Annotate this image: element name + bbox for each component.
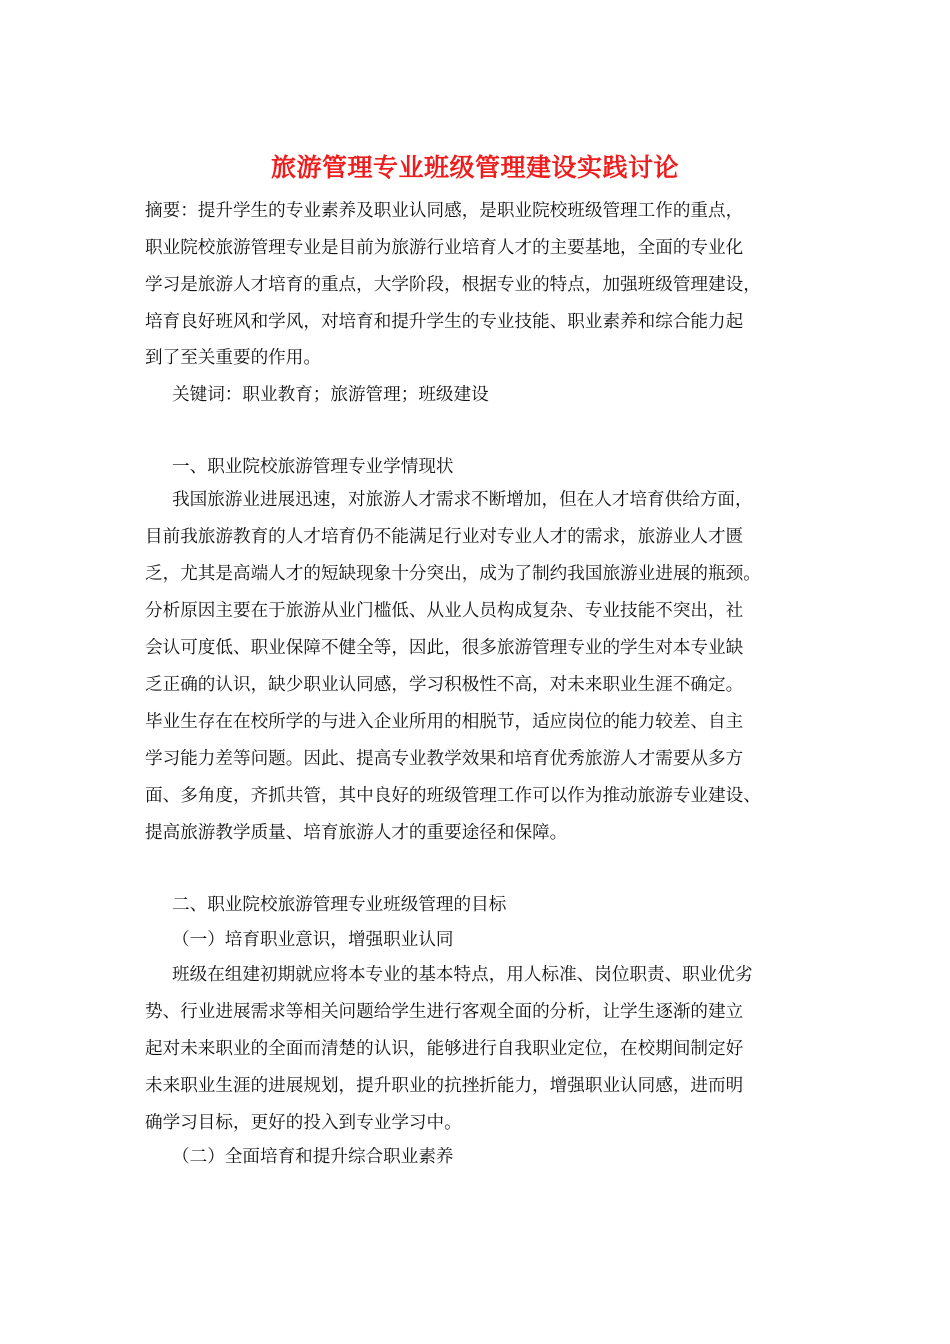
paragraph-line: 面、多角度，齐抓共管，其中良好的班级管理工作可以作为推动旅游专业建设、: [145, 786, 761, 806]
paragraph-line: 未来职业生涯的进展规划，提升职业的抗挫折能力，增强职业认同感，进而明: [145, 1076, 744, 1096]
abstract-line: 到了至关重要的作用。: [145, 348, 321, 368]
paragraph-line: 提高旅游教学质量、培育旅游人才的重要途径和保障。: [145, 823, 568, 843]
paragraph-line: 起对未来职业的全面而清楚的认识，能够进行自我职业定位，在校期间制定好: [145, 1039, 744, 1059]
keywords-line: 关键词：职业教育；旅游管理；班级建设: [172, 385, 489, 405]
paragraph-line: 乏正确的认识，缺少职业认同感，学习积极性不高，对未来职业生涯不确定。: [145, 675, 744, 695]
abstract-line: 摘要：提升学生的专业素养及职业认同感，是职业院校班级管理工作的重点，: [145, 201, 744, 221]
paragraph-line: 班级在组建初期就应将本专业的基本特点，用人标准、岗位职责、职业优劣: [172, 965, 753, 985]
abstract-line: 培育良好班风和学风，对培育和提升学生的专业技能、职业素养和综合能力起: [145, 312, 744, 332]
paragraph-line: 我国旅游业进展迅速，对旅游人才需求不断增加，但在人才培育供给方面，: [172, 490, 753, 510]
paragraph-line: 确学习目标，更好的投入到专业学习中。: [145, 1113, 462, 1133]
paragraph-line: 会认可度低、职业保障不健全等，因此，很多旅游管理专业的学生对本专业缺: [145, 638, 744, 658]
paragraph-line: 乏，尤其是高端人才的短缺现象十分突出，成为了制约我国旅游业进展的瓶颈。: [145, 564, 761, 584]
paragraph-line: 毕业生存在在校所学的与进入企业所用的相脱节，适应岗位的能力较差、自主: [145, 712, 744, 732]
paragraph-line: 目前我旅游教育的人才培育仍不能满足行业对专业人才的需求，旅游业人才匮: [145, 527, 744, 547]
paragraph-line: 分析原因主要在于旅游从业门槛低、从业人员构成复杂、专业技能不突出，社: [145, 601, 744, 621]
abstract-line: 职业院校旅游管理专业是目前为旅游行业培育人才的主要基地，全面的专业化: [145, 238, 744, 258]
subsection-heading: （二）全面培育和提升综合职业素养: [172, 1147, 454, 1167]
abstract-line: 学习是旅游人才培育的重点，大学阶段，根据专业的特点，加强班级管理建设，: [145, 275, 761, 295]
paragraph-line: 学习能力差等问题。因此、提高专业教学效果和培育优秀旅游人才需要从多方: [145, 749, 744, 769]
document-title: 旅游管理专业班级管理建设实践讨论: [270, 153, 679, 182]
section-heading: 二、职业院校旅游管理专业班级管理的目标: [172, 895, 507, 915]
subsection-heading: （一）培育职业意识，增强职业认同: [172, 930, 454, 950]
paragraph-line: 势、行业进展需求等相关问题给学生进行客观全面的分析，让学生逐渐的建立: [145, 1002, 744, 1022]
section-heading: 一、职业院校旅游管理专业学情现状: [172, 457, 454, 477]
